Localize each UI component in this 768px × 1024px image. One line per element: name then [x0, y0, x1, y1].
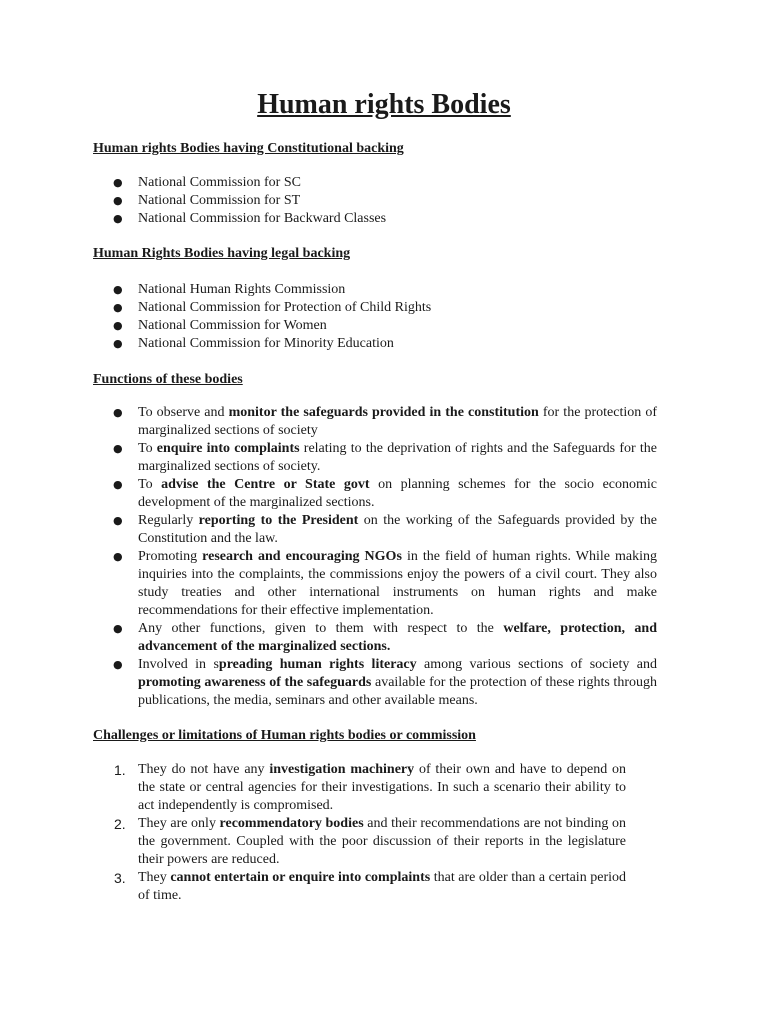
text-run: and their recommendations are not binding on the government. Coupled with the poor discussion of their reports in the legislature their powers are reduced. [138, 816, 627, 867]
list-item-text [138, 548, 657, 620]
list-item [93, 656, 657, 710]
list-item: ● National Commission for Protection of Child Rights [113, 300, 432, 315]
bold-text: enquire into complaints [156, 441, 300, 456]
list-item-text [138, 761, 626, 815]
bullet-icon: ● [113, 514, 123, 527]
list-item [93, 440, 657, 476]
text-run: of their own and have to depend on the state or central agencies for their investigations. In such a scenario their ability to act independently is compromised. [138, 762, 627, 813]
section-heading-legal: Human Rights Bodies having legal backing [93, 246, 351, 261]
text-run: Promoting [138, 549, 203, 564]
bullet-icon: ● [113, 301, 123, 314]
bold-text: investigation machinery [269, 762, 415, 777]
list-item [93, 761, 626, 815]
text-run: Regularly [138, 513, 199, 528]
bold-text: recommendatory bodies [219, 816, 364, 831]
list-item [93, 512, 657, 548]
list-number: 3. [114, 870, 126, 886]
text-run: in the field of human rights. While making inquiries into the complaints, the commissions enjoy the powers of a civil court. They also study treaties and other international instruments on human rights and make recommendations for their effective implementation. [138, 549, 657, 618]
list-item [93, 548, 657, 620]
list-item: ● National Commission for ST [113, 193, 301, 208]
list-item: ● National Human Rights Commission [113, 282, 346, 297]
text-run: for the protection of marginalized sections of society [138, 405, 657, 438]
list-item: ● National Commission for Backward Classes [113, 211, 387, 226]
text-run: on the working of the Safeguards provided by the Constitution and the law. [138, 513, 657, 546]
bullet-icon: ● [113, 283, 123, 296]
bullet-icon: ● [113, 319, 123, 332]
bold-text: welfare, protection, and advancement of the marginalized sections. [138, 621, 657, 654]
text-run: relating to the deprivation of rights and the Safeguards for the marginalized sections of society. [138, 441, 658, 474]
list-number: 1. [114, 762, 126, 778]
text-run: They are only [138, 816, 220, 831]
bold-text: cannot entertain or enquire into complaints [170, 870, 431, 885]
text-run: To [138, 441, 157, 456]
list-item [93, 815, 626, 869]
functions-list [93, 404, 657, 710]
list-item [93, 404, 657, 440]
section-heading-challenges: Challenges or limitations of Human rights bodies or commission [93, 728, 476, 743]
bullet-icon: ● [113, 406, 123, 419]
text-run: To observe and [138, 405, 229, 420]
list-item [93, 476, 657, 512]
text-run: Any other functions, given to them with respect to the [138, 621, 504, 636]
list-item [93, 869, 626, 905]
list-item-text [138, 440, 657, 476]
text-run: available for the protection of these rights through publications, the media, seminars and other available means. [138, 675, 657, 708]
list-item: ● National Commission for SC [113, 175, 301, 190]
bullet-icon: ● [113, 176, 123, 189]
text-run: Involved in s [138, 657, 219, 672]
list-item-text [138, 476, 657, 512]
list-item-text [138, 620, 657, 656]
bold-text: reporting to the President [198, 513, 359, 528]
bold-text: research and encouraging NGOs [202, 549, 402, 564]
bold-text: preading human rights literacy [218, 657, 417, 672]
page-title: Human rights Bodies [257, 89, 511, 120]
bold-text: promoting awareness of the safeguards [138, 675, 372, 690]
list-item: ● National Commission for Minority Education [113, 336, 394, 351]
text-run: They do not have any [138, 762, 270, 777]
bullet-icon: ● [113, 442, 123, 455]
challenges-list [93, 761, 626, 905]
text-run: that are older than a certain period of time. [138, 870, 627, 903]
bullet-icon: ● [113, 337, 123, 350]
section-heading-constitutional: Human rights Bodies having Constitutional backing [93, 141, 404, 156]
bullet-icon: ● [113, 194, 123, 207]
legal-bodies-list [93, 281, 657, 353]
list-item-text [138, 512, 657, 548]
text-run: among various sections of society and [416, 657, 657, 672]
list-item [93, 620, 657, 656]
bullet-icon: ● [113, 550, 123, 563]
text-run: To [138, 477, 162, 492]
section-heading-functions: Functions of these bodies [93, 372, 243, 387]
bullet-icon: ● [113, 212, 123, 225]
bullet-icon: ● [113, 622, 123, 635]
list-item-text [138, 869, 626, 905]
text-run: They [138, 870, 171, 885]
bullet-icon: ● [113, 478, 123, 491]
bold-text: monitor the safeguards provided in the constitution [228, 405, 539, 420]
list-number: 2. [114, 816, 126, 832]
list-item: ● National Commission for Women [113, 318, 327, 333]
text-run: on planning schemes for the socio economic development of the marginalized sections. [138, 477, 657, 510]
list-item-text [138, 404, 657, 440]
list-item-text [138, 656, 657, 710]
bullet-icon: ● [113, 658, 123, 671]
bold-text: advise the Centre or State govt [161, 477, 370, 492]
constitutional-bodies-list [93, 174, 657, 228]
list-item-text [138, 815, 626, 869]
